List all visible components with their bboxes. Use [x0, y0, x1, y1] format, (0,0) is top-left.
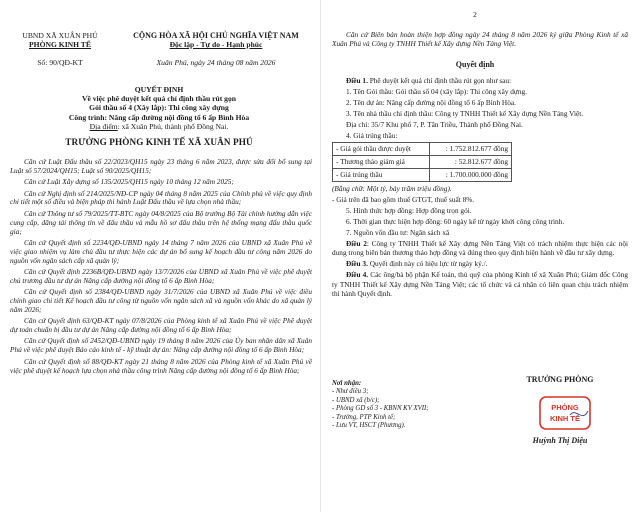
agency-name: PHÒNG KINH TẾ — [29, 40, 91, 49]
signer-role: TRƯỞNG PHÒNG — [526, 375, 594, 384]
document-number: Số: 90/QĐ-KT — [37, 58, 83, 67]
signer-block — [492, 375, 628, 445]
recipient-item: - Lưu VT, HSCT (Phương). — [332, 422, 406, 430]
stamp-border — [540, 397, 590, 429]
stamp-text-2: KINH TẾ — [550, 414, 580, 423]
legal-basis-item: Căn cứ Nghị định số 214/2025/NĐ-CP ngày 04 tháng 8 năm 2025 của Chính phủ về việc quy định chi tiết một số điều và biện pháp thi hành Luật Đấu thầu về lựa chọn nhà thầu; — [10, 188, 312, 207]
article-item: 7. Nguồn vốn đầu tư: Ngân sách xã — [346, 228, 450, 237]
decision-subject: Về việc phê duyệt kết quả chỉ định thầu rút gọn — [81, 94, 236, 104]
project-location — [6, 122, 312, 131]
price-label: - Giá trúng thầu — [333, 169, 430, 182]
recipient-item: - Trưởng, PTP Kinh tế; — [332, 413, 396, 421]
country-name: CỘNG HÒA XÃ HỘI CHỦ NGHĨA VIỆT NAM — [133, 31, 299, 40]
article-text: Các ông/bà bộ phận Kế toán, thủ quỹ của phòng Kinh tế xã Xuân Phú; Giám đốc Công ty TNHH Thiết kế Xây dựng Nền Tảng Việt; các tổ chức và cá nhân có liên quan chịu trách nhiệm thi hành Quyết định. — [332, 270, 628, 299]
place-date: Xuân Phú, ngày 24 tháng 08 năm 2026 — [156, 58, 276, 67]
price-label: - Thương thảo giảm giá — [333, 156, 430, 169]
price-label: - Giá gói thầu được duyệt — [333, 143, 430, 156]
price-value: : 1.700.000.000 đồng — [429, 169, 511, 182]
recipient-item: - UBND xã (b/c); — [332, 396, 380, 404]
article-item: 5. Hình thức hợp đồng: Hợp đồng trọn gói. — [346, 206, 472, 215]
article-item: 6. Thời gian thực hiện hợp đồng: 60 ngày kể từ ngày khởi công công trình. — [346, 217, 565, 226]
article-item: Địa chỉ: 35/7 Khu phố 7, P. Tân Triều, Thành phố Đồng Nai. — [346, 120, 523, 129]
table-row — [333, 169, 512, 182]
legal-basis-item: Căn cứ Luật Xây dựng số 135/2025/QH15 ngày 10 tháng 12 năm 2025; — [24, 177, 234, 187]
recipients-list — [332, 380, 472, 430]
article-item: 3. Tên nhà thầu chỉ định thầu: Công ty TNHH Thiết kế Xây dựng Nền Tảng Việt. — [346, 109, 584, 118]
decision-articles — [332, 76, 628, 300]
article-item: 4. Giá trúng thầu: — [346, 131, 398, 140]
article-text: : Công ty TNHH Thiết kế Xây dựng Nền Tảng Việt có trách nhiệm thực hiện các nội dung trong biên bản thương thảo hợp đồng và đúng theo quy định hiện hành về đầu tư xây dựng. — [332, 239, 628, 258]
legal-basis-item: Căn cứ Quyết định số 2452/QĐ-UBND ngày 19 tháng 8 năm 2026 của Ủy ban nhân dân xã Xuân Phú về việc phê duyệt Báo cáo kinh tế - kỹ thuật dự án: Nâng cấp đường nội đồng tổ 6 ấp Bình Hòa; — [10, 336, 312, 355]
legal-basis-list — [10, 158, 312, 378]
legal-basis-item: Căn cứ Quyết định 2236B/QĐ-UBND ngày 13/7/2026 của UBND xã Xuân Phú về việc phê duyệt chủ trương đầu tư dự án Nâng cấp đường nội đồng tổ 6 ấp Bình Hòa; — [10, 266, 312, 285]
national-motto — [120, 31, 312, 67]
price-value: : 1.752.812.677 đồng — [429, 143, 511, 156]
package-name: Gói thầu số 4 (Xây lắp): Thi công xây dựng — [89, 103, 229, 113]
decision-section-heading: Quyết định — [455, 60, 495, 69]
article-label: Điều 2 — [346, 239, 367, 248]
article-label: Điều 3. — [346, 259, 368, 269]
article-1 — [332, 76, 628, 85]
recipients-title: Nơi nhận: — [332, 380, 362, 387]
legal-basis-item: Căn cứ Quyết định số 88/QĐ-KT ngày 21 tháng 8 năm 2026 của Phòng kinh tế xã Xuân Phú về việc phê duyệt kế hoạch lựa chọn nhà thầu công trình Nâng cấp đường nội đồng tổ 6 ấp Bình Hòa; — [10, 356, 312, 375]
legal-basis-item: Căn cứ Biên bản hoàn thiện hợp đồng ngày 24 tháng 8 năm 2026 ký giữa Phòng Kinh tế xã Xuân Phú và Công ty TNHH Thiết kế Xây dựng Nền Tảng Việt. — [332, 30, 628, 48]
table-row — [333, 143, 512, 156]
document-page-2 — [322, 0, 640, 512]
article-text: Quyết định này có hiệu lực từ ngày ký./. — [367, 259, 488, 269]
decision-title — [6, 85, 312, 131]
article-4 — [332, 270, 628, 298]
price-table — [332, 142, 512, 182]
article-2 — [332, 239, 628, 258]
issuing-authority: TRƯỞNG PHÒNG KINH TẾ XÃ XUÂN PHÚ — [65, 137, 253, 147]
location-value: : xã Xuân Phú, thành phố Đồng Nai. — [117, 121, 229, 131]
recipient-item: - Như điều 3; — [332, 388, 369, 396]
official-stamp-icon — [536, 393, 594, 433]
legal-basis-item: Căn cứ Thông tư số 79/2025/TT-BTC ngày 04/8/2025 của Bộ trưởng Bộ Tài chính hướng dẫn việc cung cấp, đăng tải thông tin về đấu thầu và mẫu hồ sơ đấu thầu trên hệ thống mạng đấu thầu quốc gia; — [10, 208, 312, 236]
motto: Độc lập - Tự do - Hạnh phúc — [169, 40, 263, 49]
issuing-agency — [10, 31, 110, 67]
legal-basis-item: Căn cứ Quyết định 63/QĐ-KT ngày 07/8/2026 của Phòng kinh tế xã Xuân Phú về việc Phê duyệt dự toán chuẩn bị đầu tư dự án Nâng cấp đường nội đồng tổ 6 ấp Bình Hòa; — [10, 316, 312, 335]
stamp-text-1: PHÒNG — [551, 403, 579, 412]
signer-name: Huỳnh Thị Diệu — [532, 436, 588, 445]
page-divider — [320, 0, 321, 512]
article-text: Phê duyệt kết quả chỉ định thầu rút gọn như sau: — [367, 76, 512, 85]
project-name: Công trình: Nâng cấp đường nội đồng tổ 6 ấp Bình Hòa — [68, 112, 250, 122]
price-in-words: (Bằng chữ: Một tỷ, bảy trăm triệu đồng). — [332, 184, 452, 193]
location-label: Địa điểm — [89, 121, 118, 131]
article-item: 2. Tên dự án: Nâng cấp đường nội đồng tổ 6 ấp Bình Hòa. — [346, 98, 516, 107]
agency-parent: UBND XÃ XUÂN PHÚ — [22, 31, 98, 40]
article-label: Điều 1. — [346, 76, 368, 85]
table-row — [333, 156, 512, 169]
legal-basis-item: Căn cứ Luật Đấu thầu số 22/2023/QH15 ngày 23 tháng 6 năm 2023, được sửa đổi bổ sung tại Luật số 57/2024/QH15; Luật số 90/2025/QH15; — [10, 157, 312, 175]
price-value: : 52.812.677 đồng — [429, 156, 511, 169]
decision-heading: QUYẾT ĐỊNH — [134, 85, 184, 94]
article-label: Điều 4. — [346, 270, 369, 280]
page-number: 2 — [473, 10, 477, 19]
legal-basis-item: Căn cứ Quyết định số 2384/QĐ-UBND ngày 31/7/2026 của UBND xã Xuân Phú về việc điều chỉnh giao chi tiết Kế hoạch đầu tư công từ nguồn vốn ngân sách xã và nguồn vốn khác do xã quản lý năm 2026; — [10, 287, 312, 314]
legal-basis-item: Căn cứ Quyết định số 2234/QĐ-UBND ngày 14 tháng 7 năm 2026 của UBND xã Xuân Phú về việc giao nhiệm vụ làm chủ đầu tư thực hiện các dự án bổ sung kế hoạch đầu tư công năm 2026 do nguồn vốn ngân sách cấp xã quản lý; — [10, 237, 312, 265]
article-item: - Giá trên đã bao gồm thuế GTGT, thuế suất 8%. — [332, 195, 475, 204]
article-item: 1. Tên Gói thầu: Gói thầu số 04 (xây lắp): Thi công xây dựng. — [346, 87, 528, 96]
article-3 — [332, 259, 628, 268]
recipient-item: - Phòng GD số 3 - KBNN KV XVII; — [332, 405, 429, 413]
